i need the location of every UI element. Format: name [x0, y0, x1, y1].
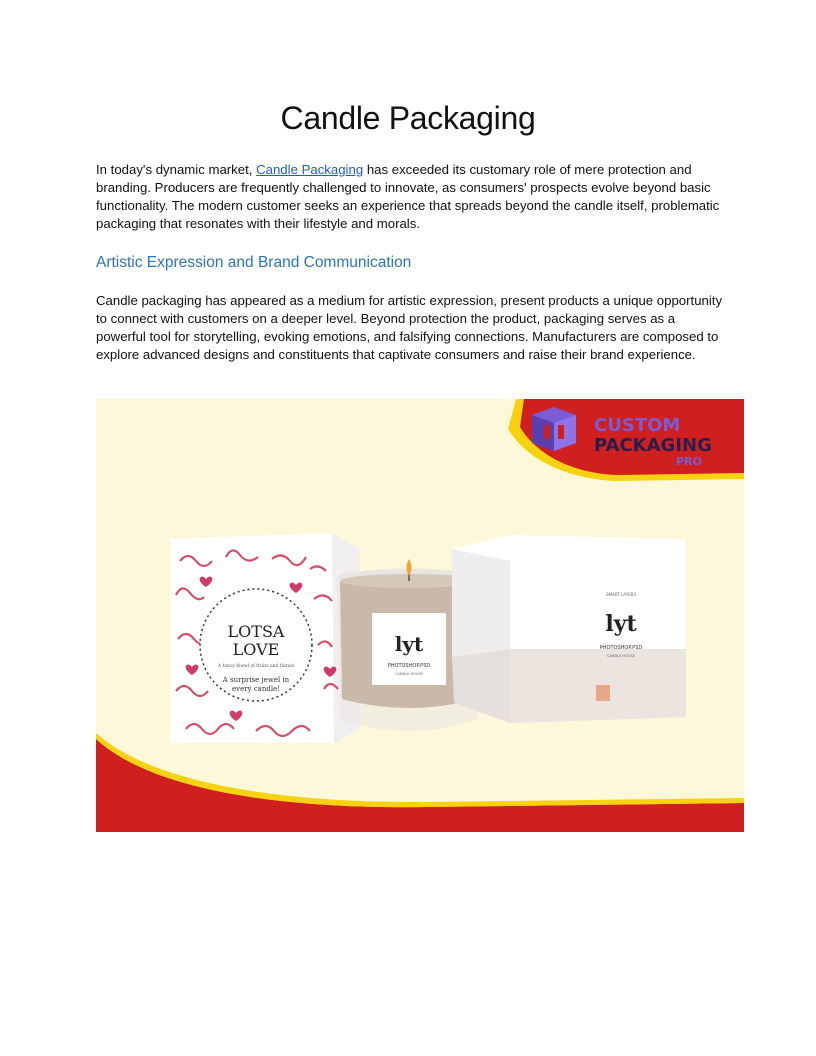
logo-cube-icon	[532, 407, 576, 451]
logo-line1: CUSTOM	[594, 415, 681, 436]
box-label-brand: lyt	[605, 611, 637, 637]
intro-text-end: has exceeded its customary role of mere protection and branding. Producers are frequently challenged to innovate, as consumers' prospects evolve beyond basic functionality. The modern customer seeks an experience that spreads beyond the candle itself, problematic packaging that resonates with their lifestyle and morals.	[96, 162, 720, 231]
document-title: Candle Packaging	[280, 100, 536, 136]
candle-label-brand: lyt	[394, 632, 424, 656]
love-box	[170, 533, 360, 743]
section-paragraph: Candle packaging has appeared as a medium for artistic expression, present products a unique opportunity to connect with customers on a deeper level. Beyond protection the product, packaging serves as a powerful tool for storytelling, evoking emotions, and falsifying connections. Manufacturers are composed to explore advanced designs and constituents that captivate consumers and raise their brand experience.	[96, 293, 723, 362]
logo-line2: PACKAGING	[594, 435, 712, 456]
box-label-top: SMART LAYERS	[606, 592, 636, 597]
badge-line2: LOVE	[232, 640, 280, 659]
section-heading: Artistic Expression and Brand Communication	[96, 254, 412, 271]
badge-tag2: every candle!	[231, 685, 281, 693]
logo-line3: PRO	[676, 455, 702, 468]
gift-box	[452, 535, 686, 735]
badge-line1: LOTSA	[227, 622, 285, 641]
box-label-small: CANDLE HOUSE	[607, 654, 635, 658]
product-image	[96, 399, 744, 832]
candle-packaging-link[interactable]: Candle Packaging	[256, 162, 364, 177]
candle-label-sub: PHOTOSHOP.PSD	[387, 663, 431, 669]
box-label-sub: PHOTOSHOP.PSD	[599, 645, 643, 651]
badge-tag1: A surprise jewel in	[222, 676, 290, 684]
intro-text-start: In today's dynamic market,	[96, 162, 257, 177]
badge-small: A fancy blend of fruits and florals	[217, 664, 295, 669]
candle-label-small: CANDLE HOUSE	[395, 672, 423, 676]
intro-paragraph	[96, 161, 726, 233]
